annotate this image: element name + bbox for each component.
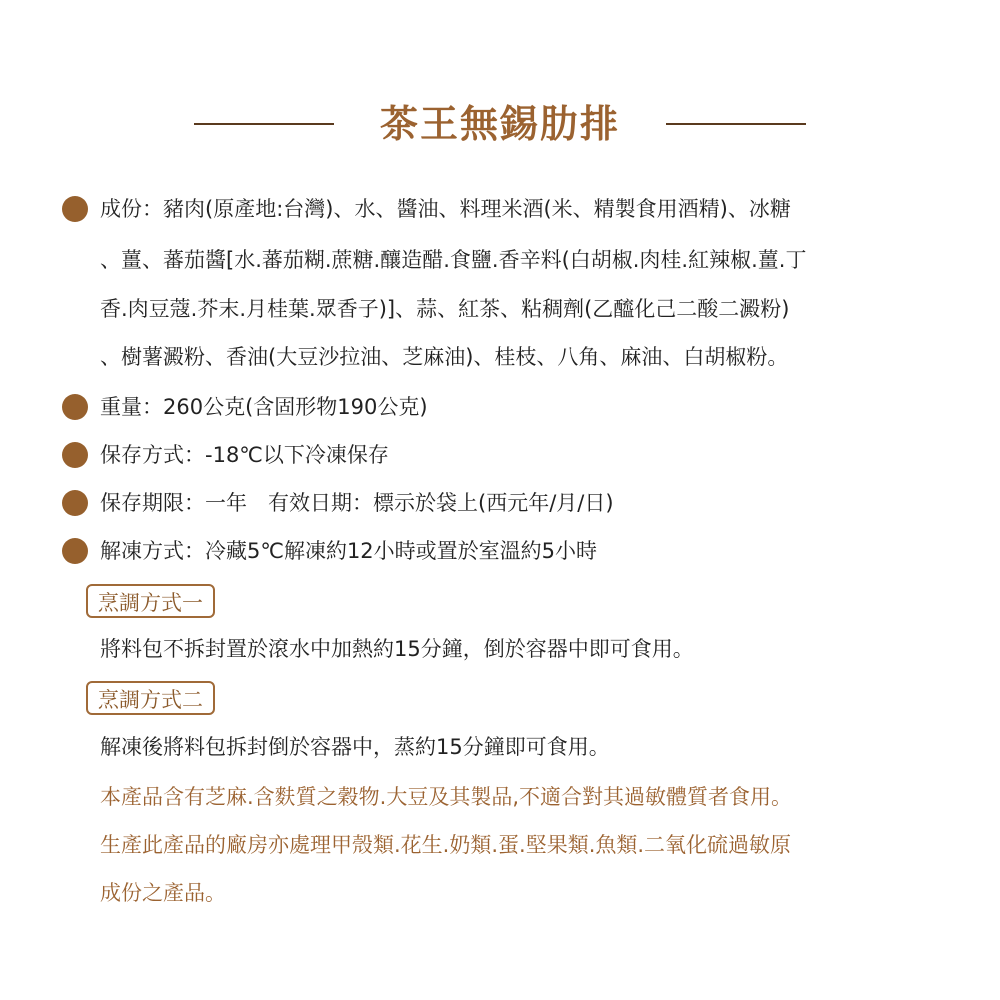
ingredients-line-2: 、薑、蕃茄醬[水.蕃茄糊.蔗糖.釀造醋.食鹽.香辛料(白胡椒.肉桂.紅辣椒.薑.丁	[100, 248, 807, 272]
allergen-line-2: 生產此產品的廠房亦處理甲殼類.花生.奶類.蛋.堅果類.魚類.二氧化硫過敏原	[100, 833, 792, 857]
ingredients-line-1: 成份：豬肉(原產地:台灣)、水、醬油、料理米酒(米、精製食用酒精)、冰糖	[100, 197, 791, 221]
storage-period-text: 保存期限：一年 有效日期：標示於袋上(西元年/月/日)	[100, 491, 614, 515]
bullet-dot-icon	[62, 196, 88, 222]
ingredients-line-4: 、樹薯澱粉、香油(大豆沙拉油、芝麻油)、桂枝、八角、麻油、白胡椒粉。	[100, 345, 789, 369]
title-divider-right	[666, 123, 806, 125]
cooking-method-1-badge: 烹調方式一	[86, 584, 215, 618]
bullet-dot-icon	[62, 538, 88, 564]
bullet-dot-icon	[62, 490, 88, 516]
thaw-method-text: 解凍方式：冷藏5℃解凍約12小時或置於室溫約5小時	[100, 539, 598, 563]
title-row	[0, 96, 1000, 152]
storage-method-text: 保存方式：-18℃以下冷凍保存	[100, 443, 389, 467]
allergen-line-1: 本產品含有芝麻.含麩質之穀物.大豆及其製品,不適合對其過敏體質者食用。	[100, 785, 793, 809]
cooking-method-2-badge: 烹調方式二	[86, 681, 215, 715]
ingredients-line-3: 香.肉豆蔻.芥末.月桂葉.眾香子)]、蒜、紅茶、粘稠劑(乙醯化己二酸二澱粉)	[100, 297, 790, 321]
page-title: 茶王無錫肋排	[379, 102, 620, 146]
bullet-dot-icon	[62, 442, 88, 468]
cooking-method-2-text: 解凍後將料包拆封倒於容器中，蒸約15分鐘即可食用。	[100, 735, 610, 759]
weight-text: 重量：260公克(含固形物190公克)	[100, 395, 428, 419]
cooking-method-1-text: 將料包不拆封置於滾水中加熱約15分鐘，倒於容器中即可食用。	[100, 637, 694, 661]
allergen-line-3: 成份之產品。	[100, 881, 226, 905]
bullet-dot-icon	[62, 394, 88, 420]
